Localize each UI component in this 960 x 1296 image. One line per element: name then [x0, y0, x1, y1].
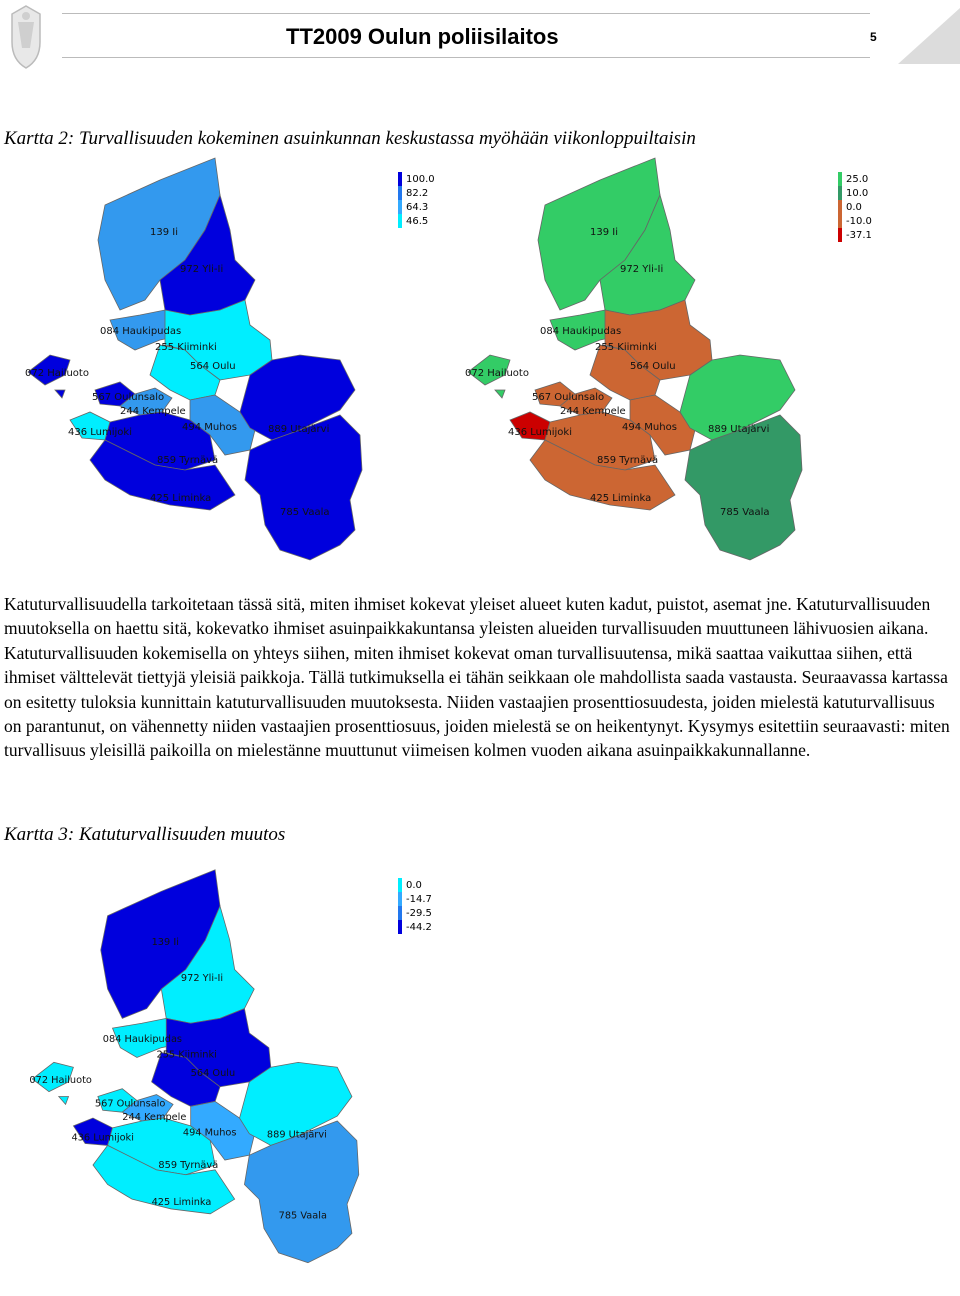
municipality-label: 564 Oulu [630, 361, 676, 372]
legend-label: 0.0 [846, 201, 862, 213]
municipality-label: 889 Utajärvi [266, 1129, 327, 1141]
map-security-perception-right [450, 150, 870, 590]
legend-swatch [838, 186, 842, 200]
legend-item [398, 920, 432, 934]
municipality-label: 139 Ii [590, 227, 618, 238]
legend-swatch [838, 200, 842, 214]
municipality-label: 494 Muhos [622, 422, 677, 433]
legend-item [838, 228, 872, 242]
municipality-label: 084 Haukipudas [100, 326, 182, 337]
legend-item [398, 892, 432, 906]
legend-label: -10.0 [846, 215, 872, 227]
legend-item [838, 200, 872, 214]
municipality-label: 567 Oulunsalo [532, 392, 605, 403]
municipality-label: 785 Vaala [720, 507, 770, 518]
legend-swatch [398, 878, 402, 892]
legend-label: -14.7 [406, 893, 432, 905]
legend-label: -44.2 [406, 921, 432, 933]
legend-swatch [398, 906, 402, 920]
municipality-label: 859 Tyrnävä [158, 1159, 219, 1171]
body-paragraph: Katuturvallisuudella tarkoitetaan tässä sitä, miten ihmiset kokevat yleiset alueet kuten kadut, puistot, asemat jne. Katuturvallisuuden muutoksella on haettu sitä, kokevatko ihmiset asuinpaikkakuntansa yleisten alueiden turvallisuuden muuttuneen lähivuosien aikana. Katuturvallisuuden kokemisella on yhteys siihen, miten ihmiset kokevat oman turvallisuutensa, mikä saattaa vaikuttaa siihen, että ihmiset välttelevät tiettyjä yleisiä paikkoja. Tällä tutkimuksella ei tähän seikkaan ole mahdollista saada vastausta. Seuraavassa kartassa on esitetty tuloksia kunnittain katuturvallisuuden muutoksesta. Niiden vastaajien prosenttiosuudesta, joiden mielestä katuturvallisuus on parantunut, on vähennetty niiden vastaajien prosenttiosuus, joiden mielestä se on heikentynyt. Kysymys esitettiin seuraavasti: miten turvallisuus yleisillä paikoilla on mielestänne muuttunut viimeisen kolmen vuoden aikana asuinpaikkakunnallanne. [4, 594, 950, 761]
map-street-safety-change [10, 862, 430, 1292]
corner-decoration [870, 8, 960, 64]
municipality-label: 244 Kempele [560, 406, 626, 417]
legend-map1 [398, 172, 435, 228]
municipality-label: 972 Yli-Ii [620, 264, 664, 275]
municipality-label: 084 Haukipudas [102, 1033, 183, 1045]
municipality-label: 567 Oulunsalo [94, 1098, 166, 1110]
legend-label: 82.2 [406, 187, 429, 199]
page-header [0, 0, 960, 70]
municipality-label: 972 Yli-Ii [180, 973, 224, 985]
legend-label: 46.5 [406, 215, 429, 227]
legend-label: 64.3 [406, 201, 429, 213]
municipality-label: 255 Kiiminki [595, 342, 657, 353]
municipality-label: 494 Muhos [182, 1127, 237, 1139]
legend-label: -29.5 [406, 907, 432, 919]
legend-swatch [398, 200, 402, 214]
legend-swatch [398, 892, 402, 906]
page-number: 5 [870, 30, 877, 44]
legend-item [398, 214, 435, 228]
legend-item [398, 186, 435, 200]
legend-item [838, 186, 872, 200]
legend-label: 25.0 [846, 173, 869, 185]
map3-caption: Kartta 3: Katuturvallisuuden muutos [4, 824, 286, 845]
legend-swatch [398, 920, 402, 934]
legend-label: 0.0 [406, 879, 422, 891]
legend-swatch [398, 214, 402, 228]
legend-item [398, 906, 432, 920]
municipality-label: 072 Hailuoto [465, 368, 529, 379]
legend-swatch [838, 172, 842, 186]
municipality-label: 072 Hailuoto [25, 368, 89, 379]
legend-item [398, 172, 435, 186]
legend-swatch [398, 186, 402, 200]
legend-swatch [838, 214, 842, 228]
municipality-label: 494 Muhos [182, 422, 237, 433]
municipality-label: 785 Vaala [280, 507, 330, 518]
municipality-label: 567 Oulunsalo [92, 392, 165, 403]
legend-item [838, 214, 872, 228]
municipality-label: 859 Tyrnävä [157, 455, 219, 466]
municipality-label: 425 Liminka [150, 493, 212, 504]
legend-map2 [838, 172, 872, 242]
municipality-label: 436 Lumijoki [71, 1132, 134, 1144]
municipality-label: 436 Lumijoki [508, 427, 572, 438]
legend-label: -37.1 [846, 229, 872, 241]
municipality-label: 255 Kiiminki [155, 342, 217, 353]
legend-swatch [838, 228, 842, 242]
municipality-label: 859 Tyrnävä [597, 455, 659, 466]
municipality-label: 425 Liminka [151, 1197, 212, 1209]
municipality-label: 564 Oulu [190, 361, 236, 372]
municipality-label: 889 Utajärvi [268, 424, 330, 435]
map-security-perception-left [10, 150, 430, 590]
legend-label: 10.0 [846, 187, 869, 199]
region-vaala [685, 415, 802, 560]
municipality-label: 072 Hailuoto [29, 1074, 92, 1086]
legend-map3 [398, 878, 432, 934]
map2-caption: Kartta 2: Turvallisuuden kokeminen asuinkunnan keskustassa myöhään viikonloppuiltaisin [4, 128, 696, 149]
municipality-label: 972 Yli-Ii [180, 264, 224, 275]
page-title: TT2009 Oulun poliisilaitos [286, 24, 559, 49]
legend-item [838, 172, 872, 186]
municipality-label: 139 Ii [151, 937, 179, 949]
municipality-label: 785 Vaala [278, 1210, 327, 1222]
municipality-label: 244 Kempele [120, 406, 186, 417]
municipality-label: 889 Utajärvi [708, 424, 770, 435]
region-vaala [245, 415, 362, 560]
municipality-label: 436 Lumijoki [68, 427, 132, 438]
legend-item [398, 200, 435, 214]
legend-swatch [398, 172, 402, 186]
municipality-label: 084 Haukipudas [540, 326, 622, 337]
legend-label: 100.0 [406, 173, 435, 185]
police-emblem-icon [6, 2, 46, 72]
municipality-label: 244 Kempele [122, 1112, 187, 1123]
municipality-label: 564 Oulu [190, 1068, 236, 1080]
municipality-label: 139 Ii [150, 227, 178, 238]
legend-item [398, 878, 432, 892]
municipality-label: 425 Liminka [590, 493, 652, 504]
municipality-label: 255 Kiiminki [156, 1049, 217, 1061]
region-vaala [244, 1121, 358, 1263]
